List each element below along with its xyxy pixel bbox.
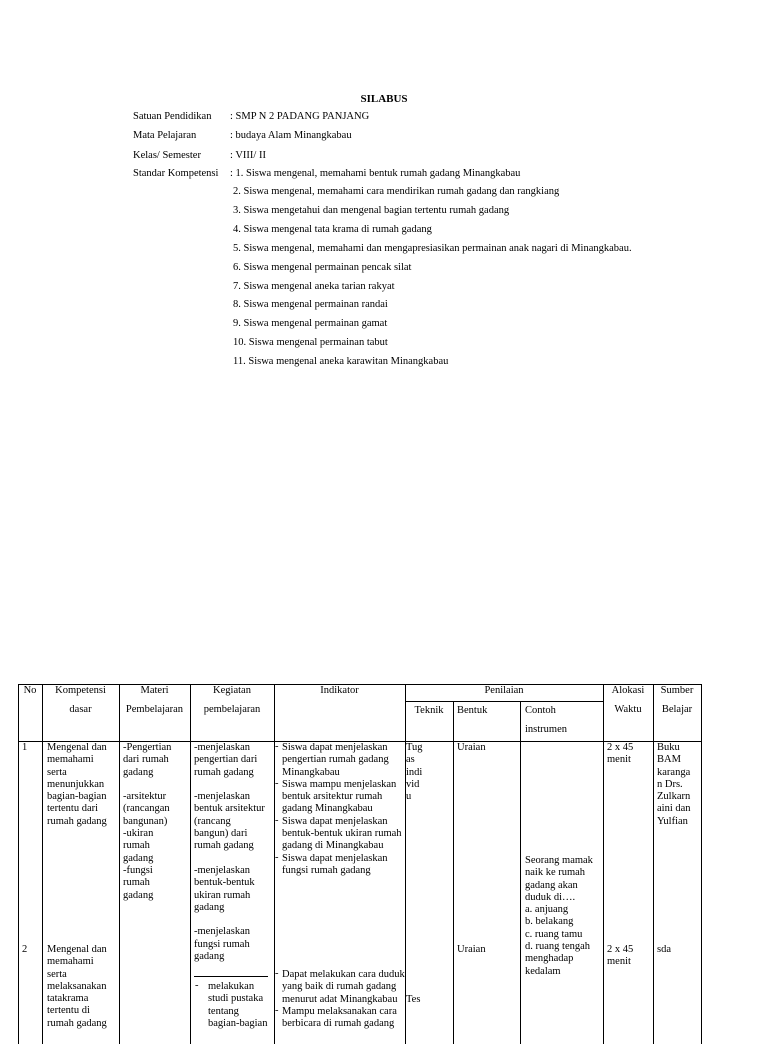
cell-line: pengertian dari bbox=[194, 754, 258, 766]
cell-line: fungsi rumah bbox=[194, 938, 250, 950]
header-alokasi-2: Waktu bbox=[614, 704, 642, 715]
cell-line: rumah bbox=[123, 877, 150, 889]
header-contoh: Contoh bbox=[525, 705, 556, 716]
cell-line: tertentu di bbox=[47, 1005, 90, 1017]
cell-line: menit bbox=[607, 754, 631, 766]
standar-item: 10. Siswa mengenal permainan tabut bbox=[233, 337, 388, 348]
cell-line: gadang bbox=[194, 901, 225, 913]
bullet-dash: - bbox=[275, 815, 279, 826]
col-rule bbox=[520, 701, 521, 1044]
header-alokasi: Alokasi bbox=[611, 685, 645, 696]
row1-alokasi bbox=[607, 742, 653, 767]
cell-line: gadang akan bbox=[525, 879, 578, 891]
cell-line: 2 x 45 bbox=[607, 742, 634, 753]
kegiatan-divider bbox=[194, 976, 268, 977]
cell-line: 2 x 45 bbox=[607, 944, 634, 955]
cell-line: -arsitektur bbox=[123, 791, 167, 803]
row2-sumber: sda bbox=[657, 944, 671, 955]
header-sumber: Sumber bbox=[660, 685, 694, 696]
cell-line bbox=[194, 779, 274, 791]
standar-item: 9. Siswa mengenal permainan gamat bbox=[233, 318, 388, 329]
bullet-dash: - bbox=[275, 778, 279, 789]
col-rule bbox=[18, 684, 19, 1044]
row1-contoh bbox=[525, 855, 603, 978]
value-satuan-pendidikan: : SMP N 2 PADANG PANJANG bbox=[230, 111, 370, 122]
row1-kegiatan bbox=[194, 742, 274, 963]
cell-line: duduk di…. bbox=[525, 891, 576, 903]
cell-line: (rancang bbox=[194, 815, 231, 827]
header-kompetensi: Kompetensi bbox=[55, 685, 106, 696]
cell-line: Mampu melaksanakan cara bbox=[282, 1005, 397, 1017]
cell-line: -menjelaskan bbox=[194, 864, 250, 876]
cell-line: -Pengertian bbox=[123, 742, 172, 753]
label-kelas-semester: Kelas/ Semester bbox=[133, 150, 201, 161]
standar-item: 4. Siswa mengenal tata krama di rumah gadang bbox=[233, 224, 432, 235]
cell-line: Zulkarn bbox=[657, 791, 691, 803]
cell-line: aini dan bbox=[657, 803, 691, 815]
cell-line: naik ke rumah bbox=[525, 867, 586, 879]
cell-line: gadang bbox=[123, 889, 154, 901]
row2-bentuk: Uraian bbox=[457, 944, 486, 955]
col-rule bbox=[701, 684, 702, 1044]
cell-line: ukiran rumah bbox=[194, 889, 251, 901]
header-no: No bbox=[23, 685, 37, 696]
cell-line: memahami bbox=[47, 956, 94, 968]
cell-line: bangunan) bbox=[123, 815, 168, 827]
row2-alokasi bbox=[607, 944, 653, 969]
value-standar-kompetensi-1: : 1. Siswa mengenal, memahami bentuk rumah gadang Minangkabau bbox=[230, 168, 521, 179]
cell-line: bentuk-bentuk bbox=[194, 877, 255, 889]
cell-line: bentuk arsitektur bbox=[194, 803, 265, 815]
cell-line: Mengenal dan bbox=[47, 944, 107, 955]
cell-line: rumah gadang bbox=[47, 1017, 107, 1029]
cell-line bbox=[123, 779, 189, 791]
standar-item: 7. Siswa mengenal aneka tarian rakyat bbox=[233, 281, 395, 292]
header-kegiatan-2: pembelajaran bbox=[203, 704, 261, 715]
bullet-dash: - bbox=[275, 852, 279, 863]
cell-line: gadang bbox=[194, 951, 225, 963]
cell-line: menit bbox=[607, 956, 631, 968]
cell-line: Siswa mampu menjelaskan bbox=[282, 778, 397, 790]
cell-line: Minangkabau bbox=[282, 766, 340, 778]
syllabus-table bbox=[18, 684, 701, 1044]
row2-kegiatan bbox=[208, 981, 274, 1030]
row2-kompetensi bbox=[47, 944, 119, 1030]
standar-item: 2. Siswa mengenal, memahami cara mendirikan rumah gadang dan rangkiang bbox=[233, 186, 560, 197]
standar-item: 5. Siswa mengenal, memahami dan mengapresiasikan permainan anak nagari di Minangkabau. bbox=[233, 243, 632, 254]
cell-line: Siswa dapat menjelaskan bbox=[282, 852, 388, 864]
row1-sumber bbox=[657, 742, 701, 828]
cell-line: Dapat melakukan cara duduk bbox=[282, 969, 405, 980]
cell-line: memahami bbox=[47, 754, 94, 766]
row1-bentuk: Uraian bbox=[457, 742, 486, 753]
row2-indikator bbox=[282, 969, 406, 1030]
cell-line: n Drs. bbox=[657, 778, 683, 790]
standar-item: 8. Siswa mengenal permainan randai bbox=[233, 299, 388, 310]
cell-line: pengertian rumah gadang bbox=[282, 754, 389, 766]
cell-line: gadang bbox=[123, 852, 154, 864]
value-mata-pelajaran: : budaya Alam Minangkabau bbox=[230, 130, 352, 141]
cell-line: vid bbox=[406, 778, 420, 790]
row1-kompetensi bbox=[47, 742, 119, 828]
cell-line: -menjelaskan bbox=[194, 742, 250, 753]
cell-line: a. anjuang bbox=[525, 904, 569, 916]
cell-line: studi pustaka bbox=[208, 993, 264, 1005]
cell-line: Yulfian bbox=[657, 815, 688, 827]
standar-item: 6. Siswa mengenal permainan pencak silat bbox=[233, 262, 412, 273]
standar-item: 3. Siswa mengetahui dan mengenal bagian tertentu rumah gadang bbox=[233, 205, 510, 216]
cell-line: -menjelaskan bbox=[194, 791, 250, 803]
cell-line: menghadap bbox=[525, 953, 574, 965]
header-kegiatan: Kegiatan bbox=[213, 685, 251, 696]
cell-line: rumah gadang bbox=[194, 766, 254, 778]
col-rule bbox=[453, 701, 454, 1044]
cell-line: tatakrama bbox=[47, 993, 89, 1005]
cell-line: dari rumah bbox=[123, 754, 169, 766]
cell-line: gadang bbox=[123, 766, 154, 778]
cell-line: Siswa dapat menjelaskan bbox=[282, 815, 388, 827]
cell-line: karanga bbox=[657, 766, 691, 778]
header-sumber-2: Belajar bbox=[661, 704, 693, 715]
cell-line: BAM bbox=[657, 754, 681, 766]
standar-item: 11. Siswa mengenal aneka karawitan Minangkabau bbox=[233, 356, 449, 367]
header-materi-2: Pembelajaran bbox=[125, 704, 184, 715]
row1-indikator bbox=[282, 742, 406, 877]
cell-line: menunjukkan bbox=[47, 778, 105, 790]
cell-line: as bbox=[406, 754, 415, 766]
cell-line: Seorang mamak bbox=[525, 855, 593, 866]
cell-line: Siswa dapat menjelaskan bbox=[282, 742, 388, 753]
cell-line: b. belakang bbox=[525, 916, 574, 928]
header-indikator: Indikator bbox=[320, 685, 359, 696]
cell-line: (rancangan bbox=[123, 803, 170, 815]
cell-line: -ukiran bbox=[123, 828, 154, 840]
cell-line: d. ruang tengah bbox=[525, 941, 591, 953]
cell-line: Buku bbox=[657, 742, 680, 753]
cell-line: indi bbox=[406, 766, 423, 778]
cell-line: bagian-bagian bbox=[208, 1017, 268, 1029]
cell-line: u bbox=[406, 791, 412, 803]
cell-line: rumah gadang bbox=[194, 840, 254, 852]
cell-line: bentuk-bentuk ukiran rumah bbox=[282, 828, 402, 840]
cell-line: gadang di Minangkabau bbox=[282, 840, 384, 852]
cell-line bbox=[194, 853, 274, 865]
cell-line: bagian-bagian bbox=[47, 791, 107, 803]
col-rule bbox=[603, 684, 604, 1044]
document-title: SILABUS bbox=[360, 93, 408, 105]
cell-line: c. ruang tamu bbox=[525, 928, 583, 940]
cell-line: -fungsi bbox=[123, 864, 153, 876]
col-rule bbox=[119, 684, 120, 1044]
cell-line: tertentu dari bbox=[47, 803, 99, 815]
bullet-dash: - bbox=[275, 1005, 279, 1016]
col-rule bbox=[274, 684, 275, 1044]
cell-line: Mengenal dan bbox=[47, 742, 107, 753]
table-rule-penilaian bbox=[405, 701, 603, 702]
cell-line: tentang bbox=[208, 1005, 239, 1017]
col-rule bbox=[190, 684, 191, 1044]
cell-line: berbicara di rumah gadang bbox=[282, 1018, 395, 1030]
bullet-dash: - bbox=[275, 968, 279, 979]
label-standar-kompetensi: Standar Kompetensi bbox=[133, 168, 219, 179]
cell-line: serta bbox=[47, 766, 67, 778]
row1-materi bbox=[123, 742, 189, 902]
header-contoh-2: instrumen bbox=[525, 724, 567, 735]
cell-line: melakukan bbox=[208, 981, 255, 992]
bullet-dash: - bbox=[195, 980, 199, 991]
cell-line: kedalam bbox=[525, 965, 561, 977]
cell-line: melaksanakan bbox=[47, 980, 107, 992]
row1-no: 1 bbox=[22, 742, 28, 753]
header-kompetensi-2: dasar bbox=[69, 704, 92, 715]
cell-line: fungsi rumah gadang bbox=[282, 864, 371, 876]
row1-teknik bbox=[406, 742, 452, 803]
cell-line: -menjelaskan bbox=[194, 926, 250, 938]
value-kelas-semester: : VIII/ II bbox=[230, 150, 266, 161]
cell-line: Tug bbox=[406, 742, 423, 753]
label-satuan-pendidikan: Satuan Pendidikan bbox=[133, 111, 212, 122]
header-penilaian: Penilaian bbox=[484, 685, 524, 696]
cell-line bbox=[194, 914, 274, 926]
cell-line: rumah bbox=[123, 840, 150, 852]
col-rule bbox=[653, 684, 654, 1044]
cell-line: bentuk arsitektur rumah bbox=[282, 791, 383, 803]
cell-line: menurut adat Minangkabau bbox=[282, 993, 398, 1005]
col-rule bbox=[42, 684, 43, 1044]
label-mata-pelajaran: Mata Pelajaran bbox=[133, 130, 197, 141]
cell-line: bangun) dari bbox=[194, 828, 248, 840]
cell-line: serta bbox=[47, 968, 67, 980]
header-bentuk: Bentuk bbox=[457, 705, 488, 716]
header-materi: Materi bbox=[140, 685, 169, 696]
cell-line: gadang Minangkabau bbox=[282, 803, 373, 815]
cell-line: yang baik di rumah gadang bbox=[282, 981, 397, 993]
row2-no: 2 bbox=[22, 944, 28, 955]
bullet-dash: - bbox=[275, 741, 279, 752]
row2-teknik: Tes bbox=[406, 994, 421, 1005]
header-teknik: Teknik bbox=[414, 705, 444, 716]
cell-line: rumah gadang bbox=[47, 815, 107, 827]
